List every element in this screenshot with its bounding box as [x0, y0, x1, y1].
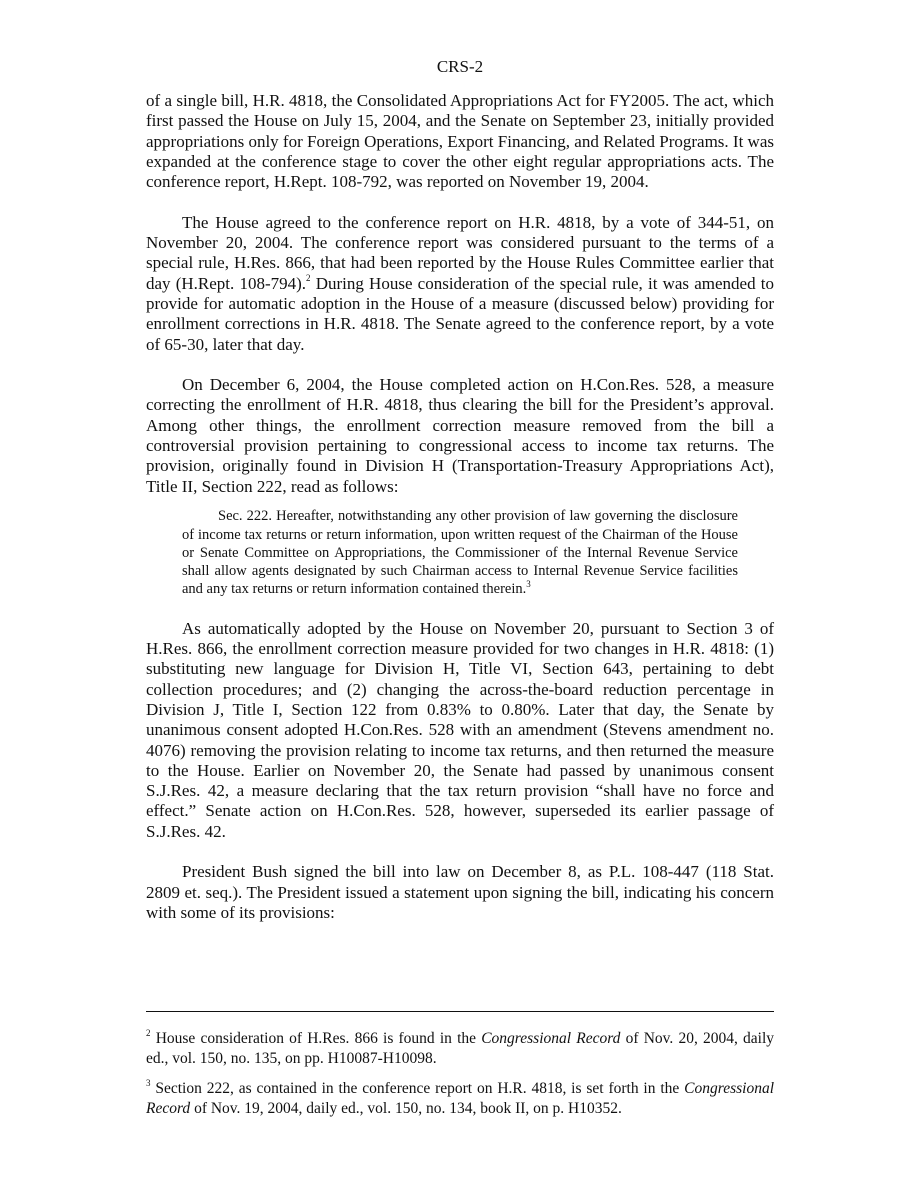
page-header: CRS-2 [436, 57, 484, 76]
footnote-3-text-b: of Nov. 19, 2004, daily ed., vol. 150, no. 134, book II, on p. H10352. [194, 1100, 622, 1117]
paragraph-1: of a single bill, H.R. 4818, the Consolidated Appropriations Act for FY2005. The act, which first passed the House on July 15, 2004, and the Senate on September 23, initially provided appropriations only for Foreign Operations, Export Financing, and Related Programs. It was expanded at the conference stage to cover the other eight regular appropriations acts. The conference report, H.Rept. 108-792, was reported on November 19, 2004. [146, 91, 774, 192]
footnote-3 [146, 1079, 774, 1119]
footnote-2-text-a: House consideration of H.Res. 866 is found in the [155, 1030, 477, 1047]
footnotes [146, 1029, 774, 1129]
footnote-ref-2: 2 [306, 273, 311, 284]
footnote-separator [146, 1011, 774, 1012]
body-text [146, 91, 774, 943]
footnote-2-marker: 2 [146, 1027, 151, 1038]
block-quote [182, 507, 738, 598]
paragraph-2-text-a: The House agreed to the conference report on H.R. 4818, by a vote of 344-51, on November 20, 2004. The conference report was considered pursuant to the terms of a special rule, H.Res. 866, that had been reported by the House Rules Committee earlier that day (H.Rept. 108-794). [146, 212, 774, 293]
paragraph-3: On December 6, 2004, the House completed action on H.Con.Res. 528, a measure correcting the enrollment of H.R. 4818, thus clearing the bill for the President’s approval. Among other things, the enrollment correction measure removed from the bill a controversial provision pertaining to congressional access to income tax returns. The provision, originally found in Division H (Transportation-Treasury Appropriations Act), Title II, Section 222, read as follows: [146, 375, 774, 496]
footnote-ref-3: 3 [526, 578, 531, 589]
paragraph-4: As automatically adopted by the House on November 20, pursuant to Section 3 of H.Res. 866, the enrollment correction measure provided for two changes in H.R. 4818: (1) substituting new language for Division H, Title VI, Section 643, pertaining to debt collection procedures; and (2) changing the across-the-board reduction percentage in Division J, Title I, Section 122 from 0.83% to 0.80%. Later that day, the Senate by unanimous consent adopted H.Con.Res. 528 with an amendment (Stevens amendment no. 4076) removing the provision relating to income tax returns, and then returned the measure to the House. Earlier on November 20, the Senate had passed by unanimous consent S.J.Res. 42, a measure declaring that the tax return provision “shall have no force and effect.” Senate action on H.Con.Res. 528, however, superseded its earlier passage of S.J.Res. 42. [146, 618, 774, 841]
paragraph-2 [146, 213, 774, 355]
footnote-2 [146, 1029, 774, 1069]
footnote-3-source: Congressional Record [146, 1080, 775, 1117]
paragraph-2-text-b: During House consideration of the special rule, it was amended to provide for automatic adoption in the House of a measure (discussed below) providing for enrollment corrections in H.R. 4818. The Senate agreed to the conference report, by a vote of 65-30, later that day. [146, 273, 774, 354]
footnote-2-text-b: of Nov. 20, 2004, daily ed., vol. 150, no. 135, on pp. H10087-H10098. [146, 1030, 775, 1067]
paragraph-5: President Bush signed the bill into law on December 8, as P.L. 108-447 (118 Stat. 2809 et. seq.). The President issued a statement upon signing the bill, indicating his concern with some of its provisions: [146, 862, 774, 922]
footnote-3-text-a: Section 222, as contained in the conference report on H.R. 4818, is set forth in the [155, 1080, 680, 1097]
footnote-2-source: Congressional Record [481, 1030, 621, 1047]
block-quote-text: Sec. 222. Hereafter, notwithstanding any other provision of law governing the disclosure of income tax returns or return information, upon written request of the Chairman of the House or Senate Committee on Appropriations, the Commissioner of the Internal Revenue Service shall allow agents designated by such Chairman access to Internal Revenue Service facilities and any tax returns or return information contained therein. [182, 508, 738, 598]
footnote-3-marker: 3 [146, 1077, 151, 1088]
